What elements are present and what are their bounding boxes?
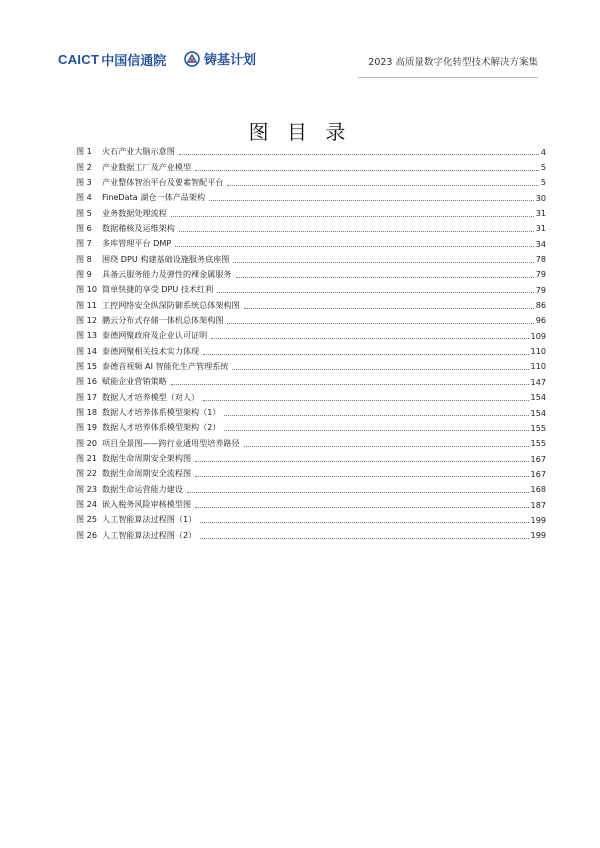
toc-entry-title: 数据人才培养模型（对人） [102, 391, 200, 402]
toc-entry-leader-dots [227, 323, 533, 324]
toc-entry-leader-dots [232, 369, 528, 370]
toc-entry-page: 31 [535, 223, 546, 234]
toc-entry-title: 简单快捷的享受 DPU 技术红利 [102, 284, 214, 295]
toc-entry-page: 154 [530, 407, 546, 418]
toc-entry-title: 项目全景图——跨行业通用型培养路径 [102, 437, 240, 448]
toc-entry[interactable] [76, 144, 546, 159]
zhuji-logo [184, 49, 256, 68]
toc-entry-title: 数据人才培养体系模型架构（2） [102, 422, 221, 433]
toc-entry-label: 图 22 [76, 468, 97, 479]
toc-entry[interactable] [76, 390, 546, 405]
toc-entry-page: 79 [535, 284, 546, 295]
toc-entry-leader-dots [171, 384, 529, 385]
toc-entry[interactable] [76, 512, 546, 527]
toc-entry-leader-dots [224, 415, 528, 416]
toc-entry-leader-dots [195, 507, 529, 508]
toc-entry-page: 78 [535, 254, 546, 265]
toc-entry-title: 人工智能算法过程图（2） [102, 529, 197, 540]
toc-entry-label: 图 2 [76, 161, 92, 172]
toc-entry-page: 5 [540, 177, 546, 188]
toc-entry-page: 199 [530, 530, 546, 541]
toc-entry[interactable] [76, 236, 546, 251]
zhuji-emblem-icon [184, 51, 200, 67]
toc-entry-leader-dots [179, 231, 534, 232]
toc-entry-leader-dots [209, 200, 534, 201]
toc-list [76, 144, 546, 543]
toc-title: 图 目 录 [248, 120, 352, 144]
toc-entry-page: 155 [530, 422, 546, 433]
toc-entry-page: 110 [530, 346, 546, 357]
toc-entry-label: 图 5 [76, 207, 92, 218]
toc-entry[interactable] [76, 221, 546, 236]
toc-entry[interactable] [76, 374, 546, 389]
toc-entry-page: 109 [530, 330, 546, 341]
toc-entry-title: 产业整体智治平台及要素智配平台 [102, 176, 224, 187]
caict-logo-cn: 中国信通院 [101, 54, 167, 69]
toc-entry-label: 图 4 [76, 192, 92, 203]
toc-entry[interactable] [76, 497, 546, 512]
toc-entry-label: 图 15 [76, 360, 97, 371]
caict-logo-word: CAICT [58, 52, 100, 67]
toc-entry-label: 图 14 [76, 345, 97, 356]
toc-entry-title: 数据生命运营能力建设 [102, 483, 183, 494]
toc-entry[interactable] [76, 528, 546, 543]
toc-entry-page: 167 [530, 468, 546, 479]
toc-entry-page: 167 [530, 453, 546, 464]
toc-entry[interactable] [76, 343, 546, 358]
toc-entry-title: 多库管理平台 DMP [102, 238, 172, 249]
toc-entry-title: 鹏云分布式存储一体机总体架构图 [102, 314, 224, 325]
toc-entry-leader-dots [200, 538, 528, 539]
toc-entry-label: 图 6 [76, 222, 92, 233]
toc-entry-page: 147 [530, 376, 546, 387]
toc-entry-label: 图 12 [76, 314, 97, 325]
toc-entry-title: 赋能企业营销策略 [102, 376, 167, 387]
toc-entry-leader-dots [195, 170, 539, 171]
toc-entry-page: 5 [540, 162, 546, 173]
toc-entry[interactable] [76, 205, 546, 220]
toc-entry-label: 图 19 [76, 422, 97, 433]
toc-entry-page: 31 [535, 208, 546, 219]
toc-entry-title: FineData 湖仓一体产品架构 [102, 192, 206, 203]
toc-entry-label: 图 10 [76, 284, 97, 295]
zhuji-logo-text: 铸基计划 [204, 53, 257, 68]
toc-entry-leader-dots [217, 292, 533, 293]
document-title: 2023 高质量数字化转型技术解决方案集 [368, 57, 538, 68]
toc-entry-label: 图 7 [76, 238, 92, 249]
toc-entry[interactable] [76, 328, 546, 343]
toc-entry[interactable] [76, 282, 546, 297]
toc-entry-leader-dots [203, 354, 528, 355]
toc-entry-page: 4 [540, 146, 546, 157]
toc-entry-title: 泰德网聚相关技术实力体现 [102, 345, 200, 356]
toc-entry[interactable] [76, 297, 546, 312]
toc-entry-label: 图 9 [76, 268, 92, 279]
toc-entry-page: 187 [530, 499, 546, 510]
toc-entry-leader-dots [236, 277, 534, 278]
toc-entry-label: 图 3 [76, 176, 92, 187]
toc-entry-leader-dots [224, 430, 528, 431]
toc-entry[interactable] [76, 436, 546, 451]
toc-entry-leader-dots [171, 216, 534, 217]
toc-entry-label: 图 1 [76, 146, 92, 157]
toc-entry-title: 数据生命周期安全架构图 [102, 453, 192, 464]
toc-entry-page: 168 [530, 484, 546, 495]
toc-entry-page: 199 [530, 514, 546, 525]
toc-entry-title: 嵌入税务风险审核模型图 [102, 499, 192, 510]
toc-entry-label: 图 13 [76, 330, 97, 341]
toc-entry-label: 图 11 [76, 299, 97, 310]
header-divider [358, 77, 538, 78]
toc-entry-label: 图 18 [76, 407, 97, 418]
toc-entry-title: 人工智能算法过程图（1） [102, 514, 197, 525]
toc-entry-page: 34 [535, 238, 546, 249]
toc-entry-title: 数据稽核及运维架构 [102, 222, 175, 233]
toc-entry-page: 155 [530, 438, 546, 449]
toc-entry-label: 图 16 [76, 376, 97, 387]
toc-entry-title: 围绕 DPU 构建基础设施服务底座图 [102, 253, 230, 264]
toc-entry-title: 具备云服务能力及弹性的裸金属服务 [102, 268, 232, 279]
toc-entry-leader-dots [244, 446, 529, 447]
toc-entry[interactable] [76, 451, 546, 466]
toc-entry[interactable] [76, 190, 546, 205]
toc-entry-page: 79 [535, 269, 546, 280]
toc-entry-title: 产业数据工厂及产业模型 [102, 161, 192, 172]
toc-entry[interactable] [76, 313, 546, 328]
toc-entry-label: 图 17 [76, 391, 97, 402]
toc-entry-title: 泰德音视频 AI 智能化生产管理系统 [102, 360, 229, 371]
toc-entry-label: 图 8 [76, 253, 92, 264]
toc-entry[interactable] [76, 482, 546, 497]
toc-entry-title: 业务数据处理流程 [102, 207, 167, 218]
toc-entry[interactable] [76, 466, 546, 481]
toc-entry-leader-dots [195, 461, 529, 462]
toc-entry-page: 154 [530, 392, 546, 403]
caict-logo [58, 50, 166, 69]
toc-entry-leader-dots [200, 522, 528, 523]
toc-entry-leader-dots [233, 262, 533, 263]
toc-entry-title: 数据生命周期安全流程图 [102, 468, 192, 479]
toc-entry[interactable] [76, 359, 546, 374]
toc-entry-title: 泰德网聚政府及企业认可证明 [102, 330, 208, 341]
toc-entry-label: 图 23 [76, 483, 97, 494]
toc-entry[interactable] [76, 159, 546, 174]
toc-entry-title: 火石产业大脑示意图 [102, 146, 175, 157]
toc-entry[interactable] [76, 267, 546, 282]
toc-entry[interactable] [76, 251, 546, 266]
toc-entry-leader-dots [203, 400, 528, 401]
toc-entry-leader-dots [195, 476, 529, 477]
toc-entry-title: 数据人才培养体系模型架构（1） [102, 407, 221, 418]
toc-entry-leader-dots [187, 492, 529, 493]
toc-entry-leader-dots [211, 338, 528, 339]
toc-entry-label: 图 24 [76, 499, 97, 510]
page-header [0, 0, 600, 80]
toc-entry-label: 图 21 [76, 453, 97, 464]
toc-entry-title: 工控网络安全纵深防御系统总体架构图 [102, 299, 240, 310]
toc-entry-page: 110 [530, 361, 546, 372]
toc-entry-leader-dots [175, 246, 533, 247]
toc-entry-label: 图 20 [76, 437, 97, 448]
toc-entry-page: 30 [535, 192, 546, 203]
toc-entry-label: 图 25 [76, 514, 97, 525]
toc-entry[interactable] [76, 175, 546, 190]
toc-entry-leader-dots [179, 154, 539, 155]
toc-entry[interactable] [76, 420, 546, 435]
toc-entry-leader-dots [227, 185, 538, 186]
toc-entry[interactable] [76, 405, 546, 420]
toc-entry-label: 图 26 [76, 529, 97, 540]
toc-entry-page: 86 [535, 300, 546, 311]
toc-entry-page: 96 [535, 315, 546, 326]
toc-entry-leader-dots [244, 308, 534, 309]
